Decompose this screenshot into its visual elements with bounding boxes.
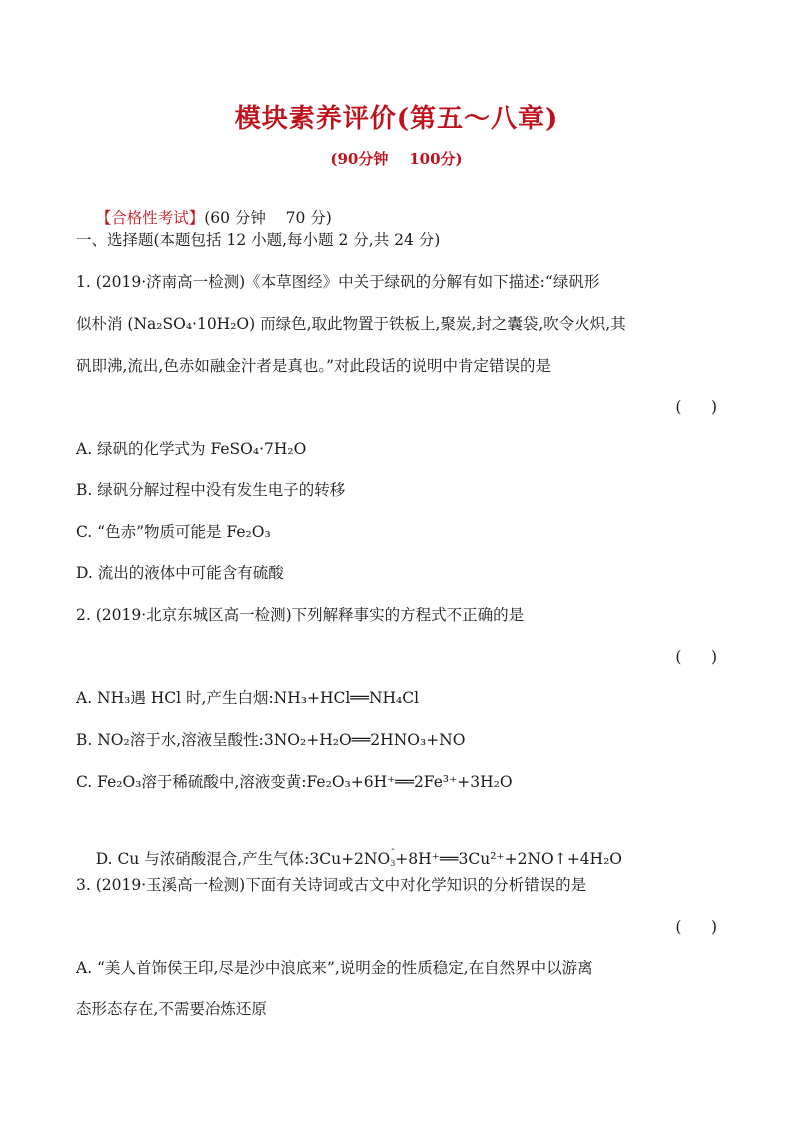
q2-answer-paren: ( )	[675, 648, 717, 666]
q1-option-c: C. “色赤”物质可能是 Fe₂O₃	[76, 523, 271, 541]
q1-option-a: A. 绿矾的化学式为 FeSO₄·7H₂O	[76, 440, 307, 458]
nitrate-ion	[390, 844, 396, 874]
q1-line3: 矾即沸,流出,色赤如融金汁者是真也。”对此段话的说明中肯定错误的是	[76, 357, 552, 375]
q3-option-a-line1: A. “美人首饰侯王印,尽是沙中浪底来”,说明金的性质稳定,在自然界中以游离	[76, 959, 593, 977]
exam-type-info: (60 分钟 70 分)	[204, 209, 332, 227]
section-heading: 一、选择题(本题包括 12 小题,每小题 2 分,共 24 分)	[76, 231, 441, 249]
q2-line1: 2. (2019·北京东城区高一检测)下列解释事实的方程式不正确的是	[76, 606, 525, 624]
q3-answer-paren: ( )	[675, 918, 717, 936]
q1-line2: 似朴消 (Na₂SO₄·10H₂O) 而绿色,取此物置于铁板上,聚炭,封之囊袋,吹令火炽,其	[76, 315, 626, 333]
q1-line1: 1. (2019·济南高一检测)《本草图经》中关于绿矾的分解有如下描述:“绿矾形	[76, 273, 600, 291]
nitrate-subscript: 3	[390, 859, 396, 868]
q3-option-a-line2: 态形态存在,不需要冶炼还原	[76, 1000, 267, 1018]
q2-option-c: C. Fe₂O₃溶于稀硫酸中,溶液变黄:Fe₂O₃+6H⁺══2Fe³⁺+3H₂O	[76, 773, 513, 791]
q1-answer-paren: ( )	[675, 398, 717, 416]
q2-option-a: A. NH₃遇 HCl 时,产生白烟:NH₃+HCl══NH₄Cl	[76, 689, 420, 707]
q1-option-b: B. 绿矾分解过程中没有发生电子的转移	[76, 481, 346, 499]
q1-option-d: D. 流出的液体中可能含有硫酸	[76, 564, 284, 582]
q3-line1: 3. (2019·玉溪高一检测)下面有关诗词或古文中对化学知识的分析错误的是	[76, 876, 587, 894]
q2-option-d-pre: D. Cu 与浓硝酸混合,产生气体:3Cu+2NO	[95, 850, 391, 868]
nitrate-charge: -	[391, 844, 395, 855]
exam-type-label: 【合格性考试】	[95, 209, 205, 227]
q2-option-d-post: +8H⁺══3Cu²⁺+2NO↑+4H₂O	[395, 850, 622, 868]
q2-option-b: B. NO₂溶于水,溶液呈酸性:3NO₂+H₂O══2HNO₃+NO	[76, 731, 466, 749]
page-title: 模块素养评价(第五～八章)	[234, 104, 559, 134]
page-subtitle: (90分钟 100分)	[330, 150, 463, 168]
